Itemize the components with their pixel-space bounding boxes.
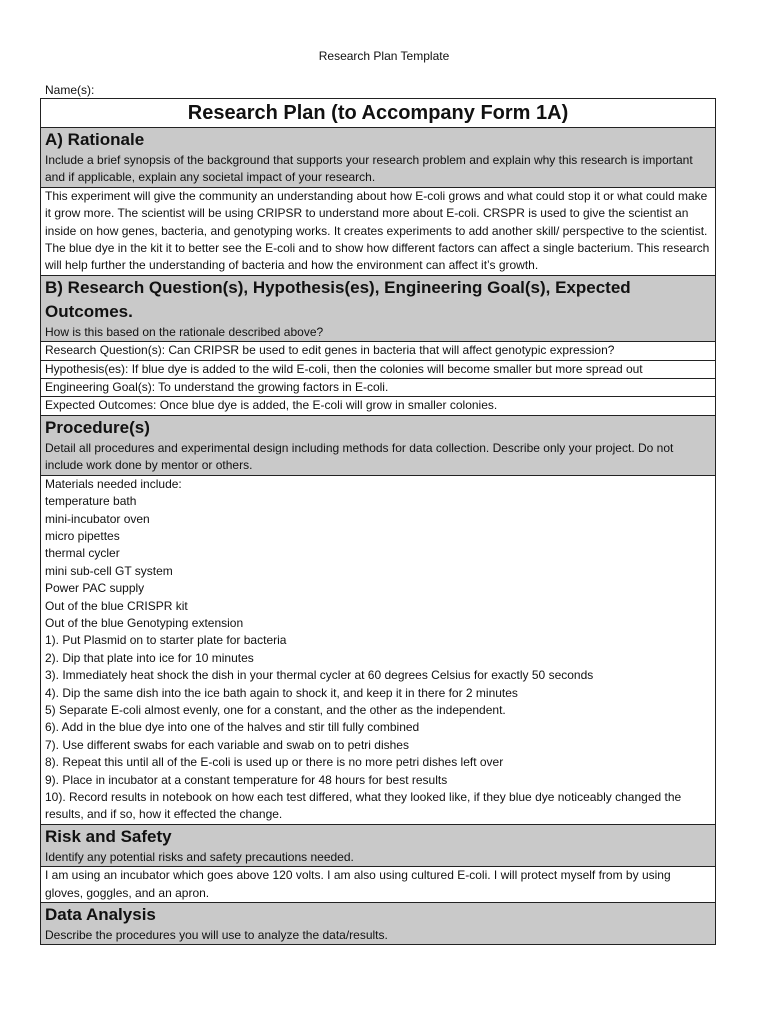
research-question-heading: B) Research Question(s), Hypothesis(es), Engineering Goal(s), Expected Outcomes. <box>45 277 631 321</box>
procedure-line: micro pipettes <box>45 528 120 543</box>
procedure-response-cell <box>41 475 715 824</box>
procedure-heading: Procedure(s) <box>45 417 150 437</box>
expected-outcomes-text: Expected Outcomes: Once blue dye is added, the E-coli will grow in smaller colonies. <box>45 398 498 413</box>
data-analysis-header-cell <box>41 902 715 944</box>
procedure-line: 7). Use different swabs for each variable and swab on to petri dishes <box>45 737 409 752</box>
research-question-text: Research Question(s): Can CRIPSR be used to edit genes in bacteria that will affect genotypic expression? <box>45 343 615 358</box>
research-plan-form <box>40 98 716 945</box>
engineering-goal-cell <box>41 378 715 396</box>
data-analysis-heading: Data Analysis <box>45 905 156 925</box>
rationale-response: This experiment will give the community an understanding about how E-coli grows and what could stop it or what could make it grow more. The scientist will be using CRIPSR to understand more about E-coli. CRSPR is used to give the scientist an inside on how genes, bacteria, and genotyping works. It creates experiments to add another skill/ perspective to the scientist. The blue dye in the kit it to better see the E-coli and to show how different factors can affect a single bacterium. This research will help further the understanding of bacteria and how the environment can affect it’s growth. <box>45 188 710 273</box>
data-analysis-instructions: Describe the procedures you will use to analyze the data/results. <box>45 928 388 943</box>
hypothesis-text: Hypothesis(es): If blue dye is added to the wild E-coli, then the colonies will become smaller but more spread out <box>45 361 643 376</box>
procedure-line: Power PAC supply <box>45 581 145 596</box>
procedure-line: 10). Record results in notebook on how each test differed, what they looked like, if they blue dye noticeably changed the results, and if so, how it effected the change. <box>45 790 682 822</box>
rationale-heading: A) Rationale <box>45 130 145 149</box>
risk-safety-response-cell <box>41 866 715 902</box>
procedure-line: 2). Dip that plate into ice for 10 minutes <box>45 650 254 665</box>
procedure-line: mini-incubator oven <box>45 511 150 526</box>
research-question-cell <box>41 341 715 359</box>
procedure-instructions: Detail all procedures and experimental design including methods for data collection. Describe only your project. Do not include work done by mentor or others. <box>45 440 674 473</box>
procedure-line: 4). Dip the same dish into the ice bath again to shock it, and keep it in there for 2 minutes <box>45 685 518 700</box>
rationale-header-cell <box>41 127 715 187</box>
procedure-header-cell <box>41 415 715 475</box>
risk-safety-instructions: Identify any potential risks and safety precautions needed. <box>45 849 354 864</box>
risk-safety-header-cell <box>41 824 715 866</box>
rationale-response-cell <box>41 187 715 275</box>
procedure-line: Out of the blue Genotyping extension <box>45 615 244 630</box>
procedure-line: 1). Put Plasmid on to starter plate for bacteria <box>45 633 287 648</box>
engineering-goal-text: Engineering Goal(s): To understand the growing factors in E-coli. <box>45 380 389 395</box>
research-question-instructions: How is this based on the rationale described above? <box>45 324 324 339</box>
hypothesis-cell <box>41 360 715 378</box>
procedure-line: Materials needed include: <box>45 476 182 491</box>
procedure-line: 6). Add in the blue dye into one of the halves and stir till fully combined <box>45 720 420 735</box>
risk-safety-heading: Risk and Safety <box>45 826 172 846</box>
procedure-line: mini sub-cell GT system <box>45 563 173 578</box>
research-question-header-cell <box>41 275 715 341</box>
procedure-line: 3). Immediately heat shock the dish in your thermal cycler at 60 degrees Celsius for exactly 50 seconds <box>45 668 594 683</box>
procedure-line: thermal cycler <box>45 546 120 561</box>
form-main-heading: Research Plan (to Accompany Form 1A) <box>187 102 569 124</box>
procedure-line: 9). Place in incubator at a constant temperature for 48 hours for best results <box>45 772 448 787</box>
page-title: Research Plan Template <box>318 49 450 63</box>
rationale-instructions: Include a brief synopsis of the background that supports your research problem and explain why this research is important and if applicable, explain any societal impact of your research. <box>45 153 693 185</box>
procedure-line: Out of the blue CRISPR kit <box>45 598 188 613</box>
risk-safety-response: I am using an incubator which goes above 120 volts. I am also using cultured E-coli. I will protect myself from by using gloves, goggles, and an apron. <box>45 868 671 900</box>
procedure-line: temperature bath <box>45 494 137 509</box>
names-label: Name(s): <box>45 83 95 97</box>
procedure-line: 8). Repeat this until all of the E-coli is used up or there is no more petri dishes left over <box>45 755 504 770</box>
procedure-line: 5) Separate E-coli almost evenly, one for a constant, and the other as the independent. <box>45 702 506 717</box>
expected-outcomes-cell <box>41 396 715 414</box>
